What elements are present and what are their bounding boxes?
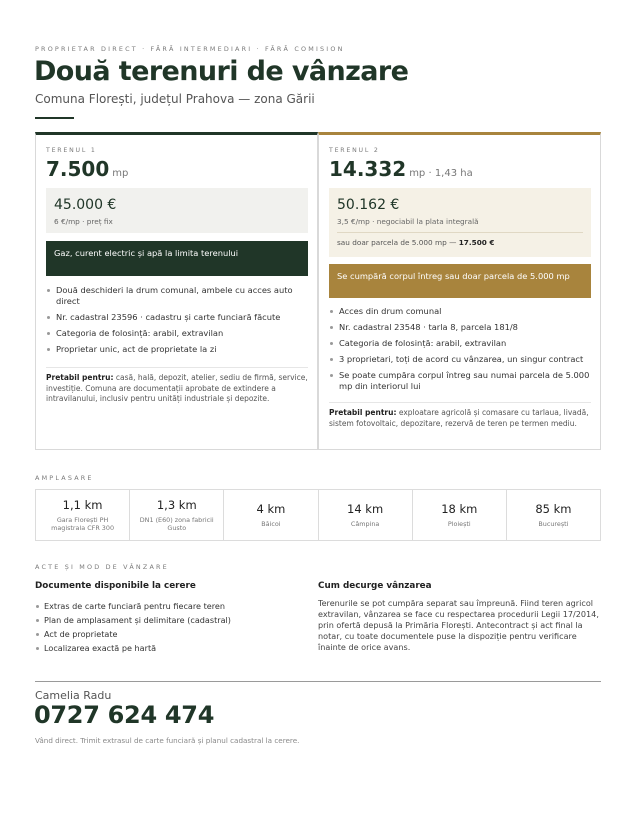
lot-price-note: 6 €/mp · preț fix [54, 217, 113, 226]
doc-item: Act de proprietate [35, 629, 305, 639]
feature-item: Nr. cadastral 23548 · tarla 8, parcela 181/8 [329, 322, 591, 333]
distance-km: 18 km [441, 502, 478, 516]
how-title: Cum decurge vânzarea [318, 581, 432, 591]
contact-phone[interactable]: 0727 624 474 [34, 701, 215, 729]
lot-banner: Gaz, curent electric și apă la limita terenului [46, 241, 308, 276]
distance-place: Băicoi [261, 520, 281, 528]
feature-item: Proprietar unic, act de proprietate la zi [46, 344, 308, 355]
distance-cell [507, 490, 600, 540]
distance-cell [36, 490, 130, 540]
distance-place: București [538, 520, 569, 528]
lot-card-1 [35, 132, 318, 450]
lot-label: TERENUL 2 [329, 147, 380, 154]
feature-list [46, 285, 308, 360]
lot-area-value: 14.332 [329, 157, 407, 181]
contact-note: Vând direct. Trimit extrasul de carte funciară și planul cadastral la cerere. [35, 736, 300, 745]
lot-area-value: 7.500 [46, 157, 110, 181]
contact-divider [35, 681, 601, 682]
feature-list [329, 306, 591, 397]
distance-place: Gara Florești PH magistrala CFR 300 [51, 516, 115, 532]
distance-cell [319, 490, 413, 540]
distance-km: 1,3 km [156, 498, 197, 512]
feature-item: Două deschideri la drum comunal, ambele cu acces auto direct [46, 285, 308, 306]
distance-table [35, 489, 601, 541]
suitable-for-text: exploatare agricolă și comasare cu tarlaua, livadă, sistem fotovoltaic, depozitare, rezervă de teren pe termen mediu. [329, 408, 589, 428]
feature-item: Nr. cadastral 23596 · cadastru și carte funciară făcute [46, 312, 308, 323]
distance-place: DN1 (E60) zona fabricii Gusto [139, 516, 214, 532]
doc-item: Plan de amplasament și delimitare (cadastral) [35, 615, 305, 625]
distance-place: Ploiești [447, 520, 471, 528]
alt-price-value: 17.500 € [458, 238, 495, 247]
doc-item: Localizarea exactă pe hartă [35, 643, 305, 653]
page-subtitle: Comuna Florești, județul Prahova — zona Gării [35, 92, 315, 106]
distance-km: 14 km [347, 502, 384, 516]
suitable-for-text: casă, hală, depozit, atelier, sediu de firmă, service, investiție. Comuna are documentații aprobate de extindere a intravilanului, inclusiv pentru unități industriale și depozite. [46, 373, 308, 404]
lot-banner: Se cumpără corpul întreg sau doar parcela de 5.000 mp [329, 264, 591, 298]
feature-item: 3 proprietari, toți de acord cu vânzarea, un singur contract [329, 354, 591, 365]
location-section-label: AMPLASARE [35, 474, 94, 482]
lot-card-2 [318, 132, 601, 450]
docs-title: Documente disponibile la cerere [35, 581, 196, 591]
lot-price: 50.162 € [337, 197, 400, 213]
distance-cell [224, 490, 318, 540]
price-box [329, 188, 591, 257]
how-text: Terenurile se pot cumpăra separat sau împreună. Fiind teren agricol extravilan, vânzarea se face cu respectarea procedurii Legii 17/2014, prin ofertă depusă la Primăria Florești. Antecontract și act final la notar, cu toate documentele puse la dispoziție pentru verificare înainte de orice avans. [318, 598, 599, 652]
lot-price-note: 3,5 €/mp · negociabil la plata integrală [337, 217, 479, 226]
distance-cell [130, 490, 224, 540]
suitable-for [46, 367, 308, 405]
suitable-for-label: Pretabil pentru: [46, 373, 114, 382]
feature-item: Acces din drum comunal [329, 306, 591, 317]
lot-price: 45.000 € [54, 197, 117, 213]
distance-km: 1,1 km [62, 498, 103, 512]
contact-name: Camelia Radu [35, 689, 112, 702]
price-divider [337, 232, 583, 233]
lot-label: TERENUL 1 [46, 147, 97, 154]
distance-cell [413, 490, 507, 540]
alt-price-text: sau doar parcela de 5.000 mp — [337, 238, 457, 247]
page-title: Două terenuri de vânzare [34, 56, 409, 87]
price-box [46, 188, 308, 233]
distance-km: 85 km [535, 502, 572, 516]
distance-place: Câmpina [350, 520, 380, 528]
lot-area [46, 157, 128, 181]
feature-item: Categoria de folosință: arabil, extravilan [329, 338, 591, 349]
alt-price [337, 238, 494, 247]
feature-item: Categoria de folosință: arabil, extravilan [46, 328, 308, 339]
lot-area-unit: mp · 1,43 ha [409, 168, 473, 179]
eyebrow: PROPRIETAR DIRECT · FĂRĂ INTERMEDIARI · FĂRĂ COMISION [35, 45, 345, 53]
suitable-for-label: Pretabil pentru: [329, 408, 397, 417]
title-rule [35, 117, 74, 119]
doc-item: Extras de carte funciară pentru fiecare teren [35, 601, 305, 611]
feature-item: Se poate cumpăra corpul întreg sau numai parcela de 5.000 mp din interiorul lui [329, 370, 591, 391]
docs-list [35, 601, 305, 657]
acts-section-label: ACTE ȘI MOD DE VÂNZARE [35, 563, 169, 571]
lot-area-unit: mp [112, 168, 129, 179]
suitable-for [329, 402, 591, 429]
distance-km: 4 km [256, 502, 286, 516]
lot-area [329, 157, 473, 181]
